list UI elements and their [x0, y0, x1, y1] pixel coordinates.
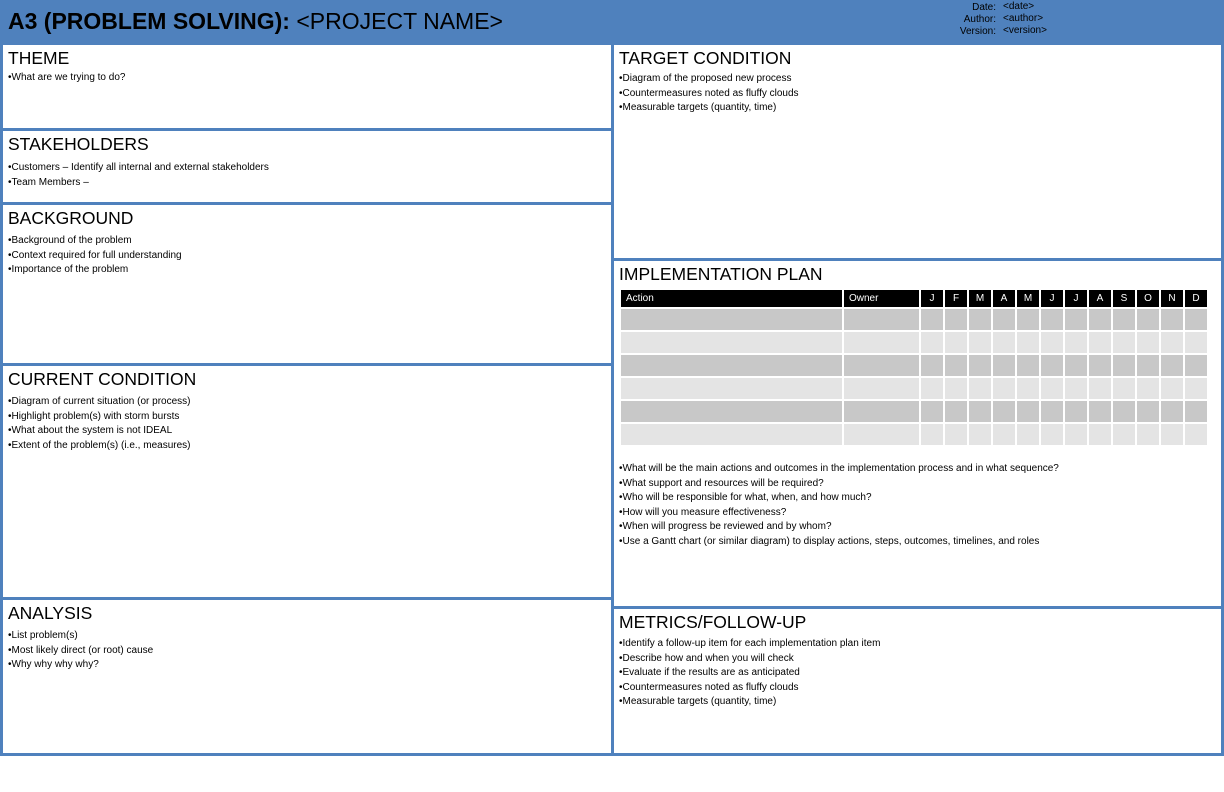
list-item: • Team Members – [8, 176, 269, 191]
action-column-header: Action [621, 290, 842, 307]
list-item: • What about the system is not IDEAL [8, 424, 190, 439]
current-condition-section [0, 363, 614, 600]
current-condition-heading: CURRENT CONDITION [8, 369, 197, 389]
owner-cell[interactable] [844, 422, 919, 445]
target-condition-heading: TARGET CONDITION [619, 48, 792, 68]
action-cell[interactable] [621, 422, 842, 445]
list-item: • Who will be responsible for what, when, and how much? [619, 491, 1059, 506]
action-cell[interactable] [621, 399, 842, 422]
list-item: • Diagram of the proposed new process [619, 72, 799, 87]
analysis-bullets [8, 629, 153, 673]
list-item: • What are we trying to do? [8, 71, 125, 86]
table-row [621, 422, 1207, 445]
list-item: • Evaluate if the results are as anticipated [619, 666, 880, 681]
meta-values [1003, 1, 1047, 37]
action-cell[interactable] [621, 376, 842, 399]
month-header: M [1017, 290, 1039, 307]
owner-cell[interactable] [844, 307, 919, 330]
month-header: J [921, 290, 943, 307]
list-item: • Measurable targets (quantity, time) [619, 101, 799, 116]
action-cell[interactable] [621, 353, 842, 376]
month-header: M [969, 290, 991, 307]
theme-bullets [8, 71, 125, 86]
table-row [621, 307, 1207, 330]
metrics-section [611, 606, 1224, 756]
gantt-table [619, 290, 1209, 445]
project-name: <PROJECT NAME> [296, 8, 503, 34]
list-item: • What support and resources will be required? [619, 477, 1059, 492]
implementation-plan-bullets [619, 462, 1059, 549]
version-label: Version: [959, 26, 996, 37]
theme-heading: THEME [8, 48, 70, 68]
header-bar [0, 0, 1224, 43]
author-value: <author> [1003, 13, 1044, 24]
owner-cell[interactable] [844, 399, 919, 422]
date-value: <date> [1003, 1, 1035, 12]
date-label: Date: [972, 2, 996, 13]
owner-cell[interactable] [844, 353, 919, 376]
title-prefix: A3 (PROBLEM SOLVING): [8, 8, 290, 34]
stakeholders-heading: STAKEHOLDERS [8, 134, 149, 154]
page-title [8, 7, 503, 35]
action-cell[interactable] [621, 330, 842, 353]
author-label: Author: [963, 14, 996, 25]
table-row [621, 353, 1207, 376]
list-item: • How will you measure effectiveness? [619, 506, 1059, 521]
implementation-plan-section [611, 258, 1224, 609]
month-header: F [945, 290, 967, 307]
month-header: N [1161, 290, 1183, 307]
owner-cell[interactable] [844, 376, 919, 399]
list-item: • Context required for full understanding [8, 249, 182, 264]
month-header: O [1137, 290, 1159, 307]
metrics-bullets [619, 637, 880, 710]
target-condition-bullets [619, 72, 799, 116]
list-item: • Identify a follow-up item for each implementation plan item [619, 637, 880, 652]
month-header: D [1185, 290, 1207, 307]
month-header: J [1065, 290, 1087, 307]
list-item: • What will be the main actions and outcomes in the implementation process and in what sequence? [619, 462, 1059, 477]
stakeholders-bullets [8, 161, 269, 190]
owner-cell[interactable] [844, 330, 919, 353]
implementation-plan-heading: IMPLEMENTATION PLAN [619, 264, 823, 284]
analysis-heading: ANALYSIS [8, 603, 93, 623]
month-header: A [993, 290, 1015, 307]
list-item: • Importance of the problem [8, 263, 182, 278]
table-row [621, 330, 1207, 353]
stakeholders-section [0, 128, 614, 205]
list-item: • Use a Gantt chart (or similar diagram) to display actions, steps, outcomes, timelines, and roles [619, 535, 1059, 550]
analysis-section [0, 597, 614, 756]
background-section [0, 202, 614, 366]
target-condition-section [611, 42, 1224, 261]
list-item: • Most likely direct (or root) cause [8, 644, 153, 659]
action-cell[interactable] [621, 307, 842, 330]
month-header: S [1113, 290, 1135, 307]
meta-labels [952, 2, 996, 38]
list-item: • Highlight problem(s) with storm bursts [8, 410, 190, 425]
owner-column-header: Owner [844, 290, 919, 307]
background-heading: BACKGROUND [8, 208, 134, 228]
theme-section [0, 42, 614, 131]
current-condition-bullets [8, 395, 190, 453]
list-item: • When will progress be reviewed and by whom? [619, 520, 1059, 535]
table-row [621, 376, 1207, 399]
list-item: • Countermeasures noted as fluffy clouds [619, 87, 799, 102]
month-header: J [1041, 290, 1063, 307]
gantt-header-row [621, 290, 1207, 307]
list-item: • Extent of the problem(s) (i.e., measures) [8, 439, 190, 454]
table-row [621, 399, 1207, 422]
month-header: A [1089, 290, 1111, 307]
list-item: • Describe how and when you will check [619, 652, 880, 667]
list-item: • Measurable targets (quantity, time) [619, 695, 880, 710]
background-bullets [8, 234, 182, 278]
list-item: • Background of the problem [8, 234, 182, 249]
list-item: • Customers – Identify all internal and external stakeholders [8, 161, 269, 176]
list-item: • Why why why why? [8, 658, 153, 673]
list-item: • List problem(s) [8, 629, 153, 644]
list-item: • Countermeasures noted as fluffy clouds [619, 681, 880, 696]
list-item: • Diagram of current situation (or process) [8, 395, 190, 410]
metrics-heading: METRICS/FOLLOW-UP [619, 612, 807, 632]
version-value: <version> [1003, 25, 1047, 36]
